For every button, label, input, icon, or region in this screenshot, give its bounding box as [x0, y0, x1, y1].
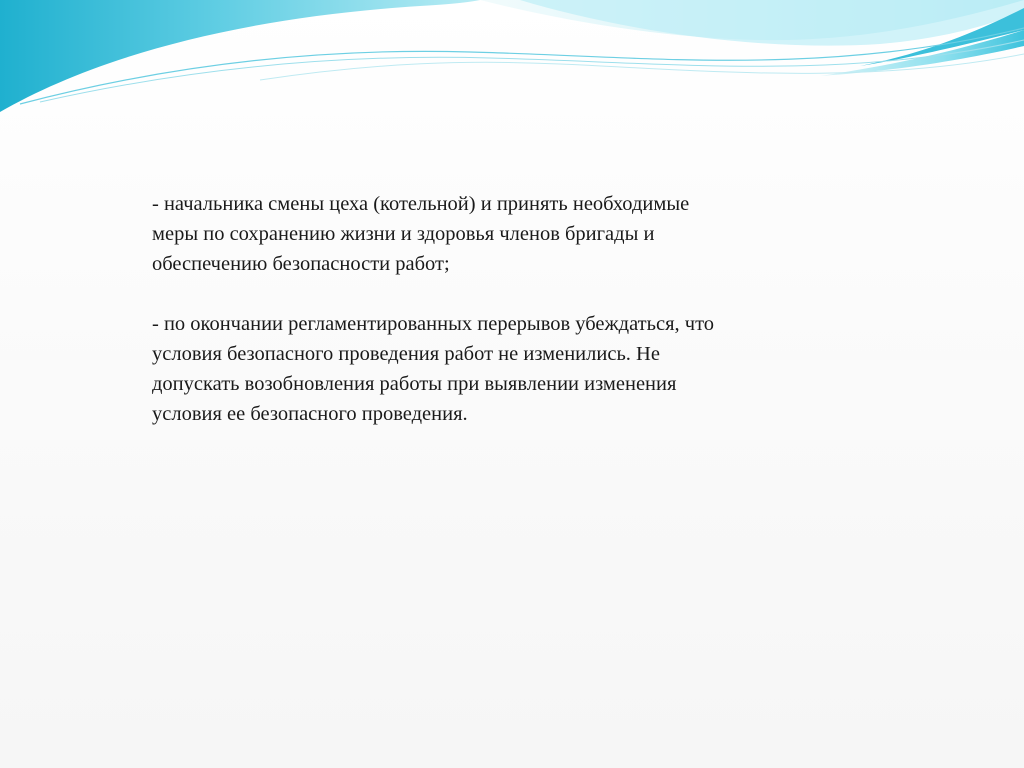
paragraph-1 — [152, 189, 872, 279]
text-line: меры по сохранению жизни и здоровья членов бригады и — [152, 223, 655, 245]
text-line: обеспечению безопасности работ; — [152, 253, 450, 275]
decorative-wave-header — [0, 0, 1024, 130]
slide-body-text — [152, 189, 872, 459]
text-line: допускать возобновления работы при выявлении изменения — [152, 373, 677, 395]
text-line: - по окончании регламентированных перерывов убеждаться, что — [152, 313, 715, 335]
paragraph-2 — [152, 309, 872, 429]
text-line: условия ее безопасного проведения. — [152, 403, 468, 425]
wave-line-3 — [260, 54, 1024, 80]
text-line: условия безопасного проведения работ не изменились. Не — [152, 343, 660, 365]
text-line: - начальника смены цеха (котельной) и принять необходимые — [152, 193, 690, 215]
